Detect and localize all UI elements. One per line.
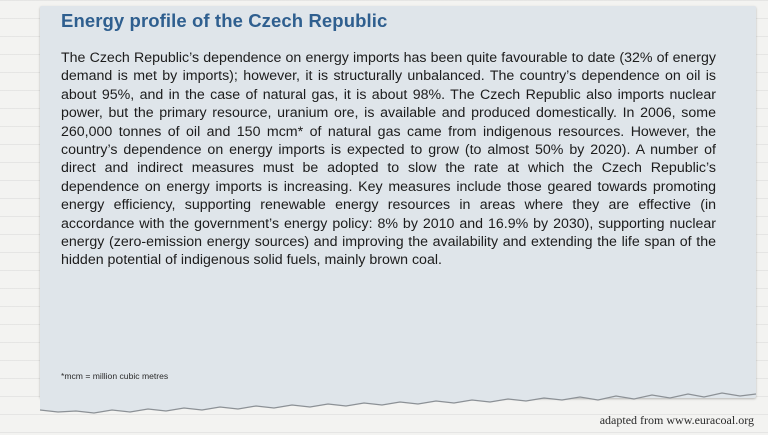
torn-paper-edge xyxy=(0,378,768,418)
source-credit: adapted from www.euracoal.org xyxy=(599,413,754,427)
article-title: Energy profile of the Czech Republic xyxy=(61,10,388,31)
article-body: The Czech Republic’s dependence on energy imports has been quite favourable to date (32% of energy demand is met by imports); however, it is structurally unbalanced. The country’s dependence on oil is about 95%, and in the case of natural gas, it is about 98%. The Czech Republic also imports nuclear power, but the primary resource, uranium ore, is available and produced domestically. In 2006, some 260,000 tonnes of oil and 150 mcm* of natural gas came from indigenous resources. However, the country’s dependence on energy imports is expected to grow (to almost 50% by 2020). A number of direct and indirect measures must be adopted to slow the rate at which the Czech Republic’s dependence on energy imports is increasing. Key measures include those geared towards promoting energy efficiency, supporting renewable energy resources in areas where they are effective (in accordance with the government’s energy policy: 8% by 2010 and 16.9% by 2030), supporting nuclear energy (zero-emission energy sources) and improving the availability and extending the life span of the hidden potential of indigenous solid fuels, mainly brown coal. xyxy=(61,50,716,269)
footnote: *mcm = million cubic metres xyxy=(61,371,169,381)
